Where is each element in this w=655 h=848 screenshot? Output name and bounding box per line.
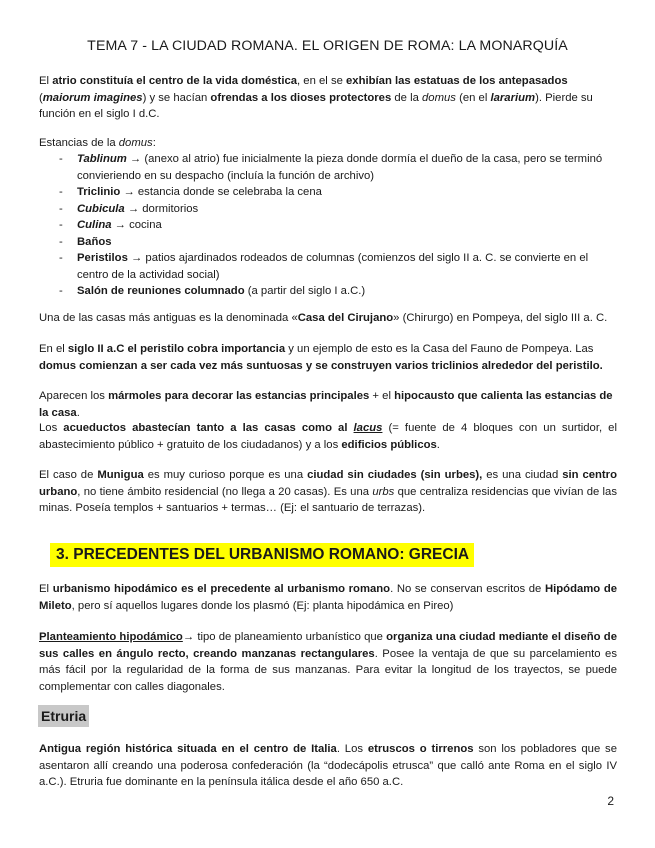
list-item: - Tablinum → (anexo al atrio) fue inicialmente la pieza donde dormía el dueño de la casa, pero se terminó convieriendo en su despacho (incluía la función de archivo) xyxy=(59,153,603,182)
page-number: 2 xyxy=(607,794,614,808)
list-item: - Triclinio → estancia donde se celebraba la cena xyxy=(59,186,322,198)
acueductos-paragraph: Los acueductos abastecían tanto a las casas como al lacus (= fuente de 4 bloques con un surtidor, el abastecimiento público + gratuito de los ciudadanos) y a los edificios públicos. xyxy=(39,422,617,451)
list-item: - Salón de reuniones columnado (a partir del siglo I a.C.) xyxy=(59,285,366,297)
list-item: - Culina → cocina xyxy=(59,219,162,231)
cirujano-paragraph: Una de las casas más antiguas es la denominada «Casa del Cirujano» (Chirurgo) en Pompeya, del siglo III a. C. xyxy=(39,312,608,324)
atrium-paragraph: El atrio constituía el centro de la vida doméstica, en el se exhibían las estatuas de los antepasados (maiorum imagines) y se hacían ofrendas a los dioses protectores de la domus (en el lararium). Pierde su función en el siglo I d.C. xyxy=(39,75,593,120)
planteamiento-paragraph: Planteamiento hipodámico→ tipo de planeamiento urbanístico que organiza una ciudad mediante el diseño de sus calles en ángulo recto, creando manzanas rectangulares. Posee la ventaja de que su parcelamiento es más fácil por la regularidad de la forma de sus manzanas. Para evitar la longitud de los trayectos, se puede complementar con calles diagonales. xyxy=(39,631,617,693)
section-3-heading: 3. PRECEDENTES DEL URBANISMO ROMANO: GRECIA xyxy=(50,543,474,567)
domus-intro: Estancias de la domus: xyxy=(39,137,156,149)
etruria-paragraph: Antigua región histórica situada en el centro de Italia. Los etruscos o tirrenos son los pobladores que se asentaron allí creando una poderosa confederación (la “dodecápolis etrusca” que calló ante Roma en el siglo IV a.C.). Etruria fue dominante en la península itálica desde el año 650 a.C. xyxy=(39,743,617,788)
munigua-paragraph: El caso de Munigua es muy curioso porque es una ciudad sin ciudades (sin urbes), es una ciudad sin centro urbano, no tiene ámbito residencial (no llega a 20 casas). Es una urbs que centraliza residencias que vivían de las minas. Poseía templos + santuarios + termas… (Ej: el santuario de terrazas). xyxy=(39,469,617,514)
domus-rooms-list xyxy=(39,151,617,300)
list-item: - Cubicula → dormitorios xyxy=(59,202,199,215)
page-title: TEMA 7 - LA CIUDAD ROMANA. EL ORIGEN DE ROMA: LA MONARQUÍA xyxy=(87,38,568,54)
etruria-heading: Etruria xyxy=(38,705,89,727)
list-item: - Peristilos → patios ajardinados rodeados de columnas (comienzos del siglo II a. C. se convierte en el centro de la actividad social) xyxy=(59,252,589,281)
list-item: - Baños xyxy=(59,235,112,248)
peristilo-paragraph: En el siglo II a.C el peristilo cobra importancia y un ejemplo de esto es la Casa del Fauno de Pompeya. Las domus comienzan a ser cada vez más suntuosas y se construyen varios triclinios alrededor del peristilo. xyxy=(39,343,603,372)
hipodamico-paragraph: El urbanismo hipodámico es el precedente al urbanismo romano. No se conservan escritos de Hipódamo de Mileto, pero sí aquellos lugares donde los plasmó (Ej: planta hipodámica en Pireo) xyxy=(39,583,618,612)
marmoles-paragraph: Aparecen los mármoles para decorar las estancias principales + el hipocausto que calienta las estancias de la casa. xyxy=(39,390,613,419)
